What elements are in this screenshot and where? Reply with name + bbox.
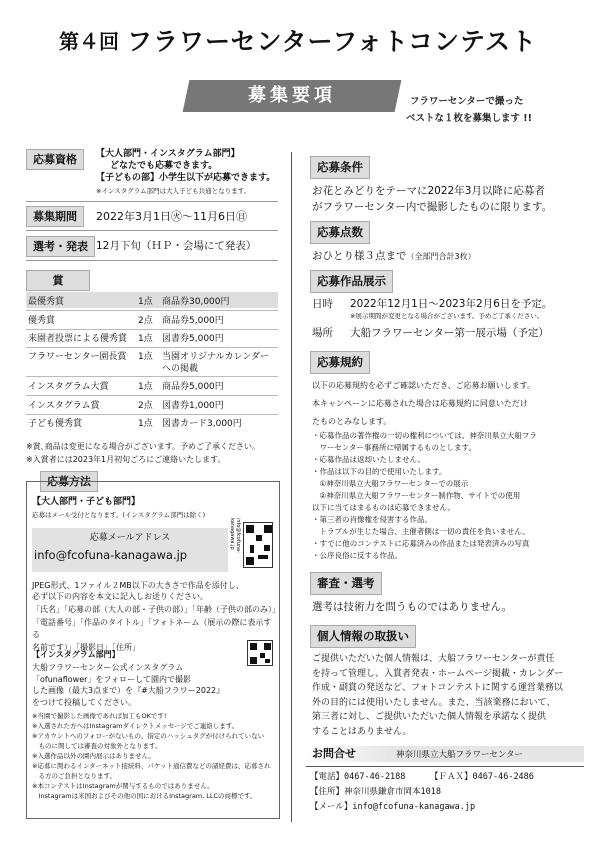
eligibility-note: ※インスタグラム部門は大人子ども共通となります。 xyxy=(96,187,251,195)
adult-head: 【大人部門・子ども部門】 xyxy=(32,497,141,507)
period-label: 募集期間 xyxy=(26,206,84,227)
rules-items xyxy=(312,430,584,562)
prize-reward-cont: への掲載 xyxy=(162,364,199,374)
rule-item: ・応募作品の著作権の一切の権利については、神奈川県立大船フラ xyxy=(312,431,537,440)
rules-intro xyxy=(312,377,535,431)
contact-org: 神奈川県立大船フラワーセンター xyxy=(396,750,523,760)
insta-line: をつけて投稿してください。 xyxy=(32,697,136,707)
instagram-qr[interactable] xyxy=(247,640,273,666)
privacy-line: 作成・副賞の発送など、フォトコンテストに関する運営業務以 xyxy=(312,683,563,693)
prize-count: 2点 xyxy=(138,401,153,411)
tagline-line: ベストな１枚を募集します !! xyxy=(406,113,532,124)
rule-item: ワーセンター事務所に帰属するものとします。 xyxy=(312,443,476,452)
privacy-line: することはありません。 xyxy=(312,726,412,737)
prize-note: ※賞､商品は変更になる場合がございます。予めご了承ください。 xyxy=(26,442,261,451)
insta-note: ※入選された方へはInstagramダイレクトメッセージでご連絡します。 xyxy=(32,722,239,730)
rules-intro-line: 本キャンペーンに応募された場合は応募規約に同意いただけ xyxy=(312,399,528,408)
body-line: JPEG形式、1ファイル２MB以下の大きさで作品を添付し、 xyxy=(32,581,244,590)
insta-note: る方のご負担となります。 xyxy=(32,772,116,780)
prize-reward: 商品券5,000円 xyxy=(162,316,224,326)
adult-note: 応募はメール受付となります。(インスタグラム部門は除く) xyxy=(32,511,206,519)
rule-item: ①神奈川県立大船フラワーセンターでの展示 xyxy=(312,479,469,488)
prize-count: 1点 xyxy=(138,297,153,307)
contact-mail[interactable]: 【メール】info@fcofuna-kanagawa.jp xyxy=(310,802,476,812)
insta-note: ※アカウントへのフォローがないもの、指定のハッシュタグが付けられていない xyxy=(32,732,265,740)
insta-line: した画像（最大3点まで）を『#大船フラワー2022』 xyxy=(32,686,225,695)
prize-row xyxy=(26,400,278,415)
exhibit-place: 大船フラワーセンター第一展示場（予定） xyxy=(350,327,549,339)
insta-note: ※応募に関わるインターネット接続料、パケット通信費などの諸経費は、応募され xyxy=(32,762,271,770)
rule-item: トラブルが生じた場合、主催者側は一切の責任を負いません。 xyxy=(312,527,530,536)
prizes-label: 賞 xyxy=(26,270,90,291)
insta-note: ※当園で撮影した画像であれば加工もOKです! xyxy=(32,712,167,720)
rule-item: ②神奈川県立大船フラワーセンター制作物、サイトでの使用 xyxy=(312,491,521,500)
prize-row xyxy=(26,418,278,433)
required-fields xyxy=(32,604,280,654)
privacy-line: ご提供いただいた個人情報は、大船フラワーセンターが責任 xyxy=(312,654,555,664)
privacy-line: を持って管理し、入賞者発表・ホームページ掲載・カレンダー xyxy=(312,668,564,679)
rule-item: ・応募作品は返却いたしません。 xyxy=(312,455,425,464)
prize-name: 優秀賞 xyxy=(28,316,56,326)
prize-reward: 図書券5,000円 xyxy=(162,334,224,344)
eligibility-label: 応募資格 xyxy=(26,149,84,170)
conditions-text xyxy=(312,183,552,215)
prize-reward: 当園オリジナルカレンダー xyxy=(162,352,269,362)
insta-line: 「ofunaflower」をフォローして園内で撮影 xyxy=(32,674,192,684)
prize-count: 1点 xyxy=(138,419,153,429)
page-title xyxy=(0,22,596,58)
prize-count: 1点 xyxy=(138,352,153,362)
announce-value: 12月下旬（ＨＰ・会場にて発表） xyxy=(96,240,257,252)
rule-item: ・公序良俗に反する作品。 xyxy=(312,551,402,560)
prize-name: 子ども優秀賞 xyxy=(28,419,83,429)
eligibility-line: 【子どもの部】小学生以下が応募できます。 xyxy=(96,173,276,183)
method-label: 応募方法 xyxy=(40,471,98,492)
prize-row xyxy=(26,381,278,396)
rules-intro-line: 以下の応募規約を必ずご確認いただき、ご応募お願いします。 xyxy=(312,381,536,390)
prize-reward: 商品券30,000円 xyxy=(162,297,230,307)
count-sub: （全部門合計3枚） xyxy=(406,252,476,261)
prize-reward: 商品券5,000円 xyxy=(162,382,224,392)
body-line: 必ず以下の内容を本文に記入しお送りください。 xyxy=(32,592,208,601)
insta-notes xyxy=(32,711,276,801)
count-label: 応募点数 xyxy=(310,221,370,244)
exhibit-date-note: ※展示期間が変更となる場合がございます。予めご了承ください。 xyxy=(350,312,544,320)
judging-label: 審査・選考 xyxy=(310,572,382,595)
prize-reward: 図書カード3,000円 xyxy=(162,419,242,429)
method-body xyxy=(32,580,244,602)
prize-row xyxy=(26,351,278,377)
mail-label: 応募メールアドレス xyxy=(89,533,171,543)
contact-tel: 【電話】0467-46-2188 xyxy=(310,772,406,782)
contact-fax: 【ＦＡＸ】0467-46-2486 xyxy=(430,772,534,782)
privacy-line: 外の目的には使用いたしません。また、当該業務において、 xyxy=(312,697,556,708)
eligibility-line: どなたでも応募できます。 xyxy=(110,161,218,171)
column-divider xyxy=(291,152,292,822)
exhibit-label: 応募作品展示 xyxy=(310,270,393,293)
prize-note: ※入賞者には2023年1月初旬ごろにご連絡いたします。 xyxy=(26,455,226,464)
prize-row xyxy=(26,296,278,311)
prize-name: インスタグラム大賞 xyxy=(28,382,109,392)
body-line: 「電話番号」「作品のタイトル」「フォトネーム（展示の際に表示する xyxy=(32,617,272,639)
insta-note: ※本コンテストはInstagramが関与するものではありません。 xyxy=(32,782,214,790)
tagline-line: フラワーセンターで撮った xyxy=(410,96,524,107)
period-value: 2022年3月1日㊋〜11月6日㊐ xyxy=(96,210,247,223)
judging-value: 選考は技術力を問うものではありません。 xyxy=(312,601,513,613)
prize-row xyxy=(26,315,278,330)
prize-count: 1点 xyxy=(138,334,153,344)
rule-item: ・すでに他のコンテストに応募済みの作品または発表済みの写真 xyxy=(312,539,530,548)
count-value xyxy=(312,248,476,263)
insta-head: 【インスタグラム部門】 xyxy=(32,650,120,659)
privacy-label: 個人情報の取扱い xyxy=(310,625,416,648)
conditions-label: 応募条件 xyxy=(310,156,370,179)
conditions-line: お花とみどりをテーマに2022年3月以降に応募者 xyxy=(312,185,545,197)
exhibit-place-key: 場所 xyxy=(312,327,333,339)
prize-reward: 図書券1,000円 xyxy=(162,401,224,411)
prize-name: 来園者投票による優秀賞 xyxy=(28,334,128,344)
qr-caption: info@fcofuna-kanagawa.jp xyxy=(229,518,241,553)
prize-name: 最優秀賞 xyxy=(28,297,65,307)
rule-item: 以下に当てはまるものは応募できません。 xyxy=(312,503,455,512)
eligibility-line: 【大人部門・インスタグラム部門】 xyxy=(96,149,240,159)
tagline xyxy=(406,93,532,127)
mail-address[interactable]: info@fcofuna-kanagawa.jp xyxy=(34,548,188,562)
prize-count: 2点 xyxy=(138,316,153,326)
banner-title: 募集要項 xyxy=(248,85,336,106)
edition-number: 第４回 xyxy=(58,29,119,54)
contact-label: お問合せ xyxy=(312,747,356,760)
privacy-text xyxy=(312,652,563,739)
insta-line: 大船フラワーセンター公式インスタグラム xyxy=(32,663,184,672)
eligibility-text xyxy=(96,148,275,184)
contact-address: 【住所】神奈川県鎌倉市岡本1018 xyxy=(310,787,441,797)
qr-code[interactable] xyxy=(243,522,273,568)
privacy-line: 第三者に対し、ご提供いただいた個人情報を承諾なく提供 xyxy=(312,712,547,722)
prize-name: インスタグラム賞 xyxy=(28,401,100,411)
insta-note: ものに関しては審査の対象外となります。 xyxy=(32,742,162,750)
body-line: 名前です）」「撮影日」「住所」 xyxy=(32,642,140,652)
insta-body xyxy=(32,662,224,708)
count-main: おひとり様３点まで xyxy=(312,250,407,262)
prize-count: 1点 xyxy=(138,382,153,392)
rules-intro-line: たものとみなします。 xyxy=(312,417,392,426)
insta-note: ※入選作品以外の園内展示はありません。 xyxy=(32,752,155,760)
prize-row xyxy=(26,333,278,348)
body-line: 「氏名」「応募の部（大人の部・子供の部）」「年齢（子供の部のみ）」 xyxy=(32,605,280,614)
rules-label: 応募規約 xyxy=(310,351,370,374)
rule-item: ・第三者の肖像権を侵害する作品。 xyxy=(312,515,432,524)
rule-item: ・作品は以下の目的で使用いたします。 xyxy=(312,467,447,476)
prize-name: フラワーセンター園長賞 xyxy=(28,352,127,362)
exhibit-date: 2022年12月1日〜2023年2月6日を予定。 xyxy=(350,298,553,310)
insta-note: Instagramは米国およびその他の国におけるInstagram, LLCの商標です。 xyxy=(32,792,257,800)
announce-label: 選考・発表 xyxy=(26,236,95,257)
exhibit-date-key: 日時 xyxy=(312,298,333,310)
conditions-line: がフラワーセンター内で撮影したものに限ります。 xyxy=(312,201,553,213)
contest-title: フラワーセンターフォトコンテスト xyxy=(126,27,537,56)
